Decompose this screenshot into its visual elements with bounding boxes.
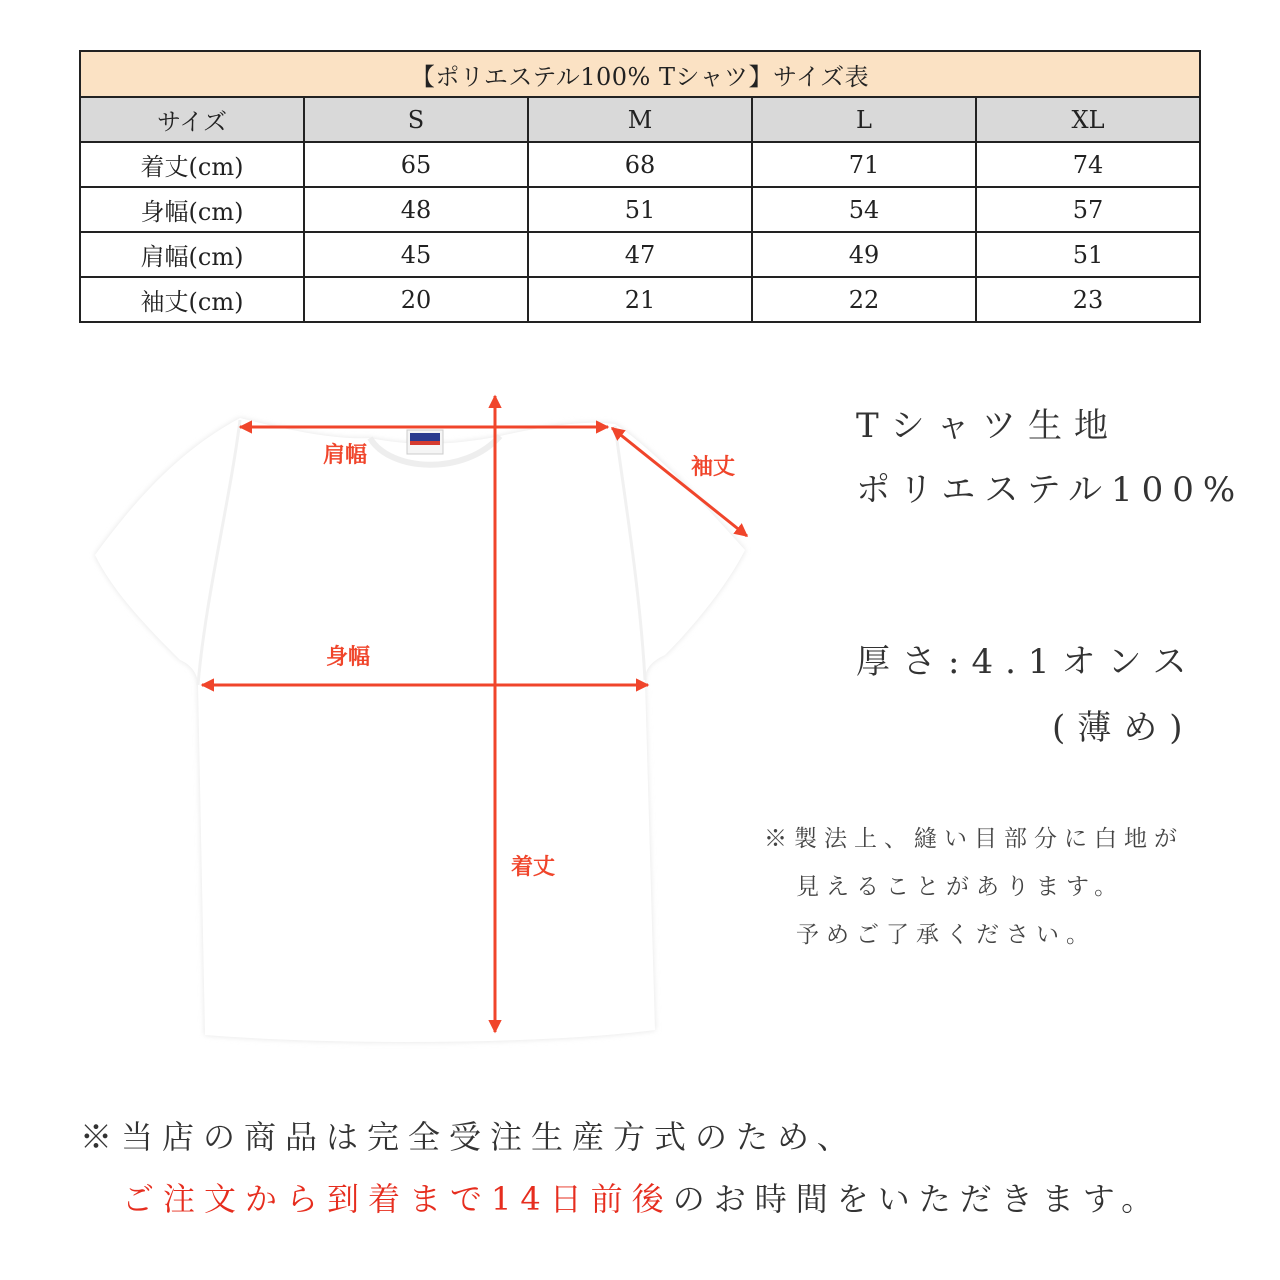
table-cell: 23	[976, 277, 1200, 322]
table-cell: 51	[528, 187, 752, 232]
header-cell-l: L	[752, 97, 976, 142]
table-row	[80, 232, 1200, 277]
table-cell: 54	[752, 187, 976, 232]
row-label: 袖丈(cm)	[80, 277, 304, 322]
size-table	[79, 50, 1201, 323]
note-line-2: 見えることがあります。	[796, 874, 1125, 900]
table-cell: 65	[304, 142, 528, 187]
table-cell: 22	[752, 277, 976, 322]
footer-line-2-rest: のお時間をいただきます。	[672, 1180, 1163, 1218]
shoulder-label: 肩幅	[323, 443, 368, 468]
table-row	[80, 142, 1200, 187]
table-cell: 71	[752, 142, 976, 187]
width-label: 身幅	[326, 645, 371, 670]
table-cell: 20	[304, 277, 528, 322]
row-label: 身幅(cm)	[80, 187, 304, 232]
table-cell: 45	[304, 232, 528, 277]
sleeve-label: 袖丈	[691, 455, 736, 480]
header-cell-s: S	[304, 97, 528, 142]
footer-line-1: ※当店の商品は完全受注生産方式のため、	[80, 1118, 858, 1156]
thickness-text: 厚さ:4.1オンス	[856, 642, 1199, 682]
table-cell: 68	[528, 142, 752, 187]
fabric-heading: Tシャツ生地	[856, 406, 1120, 446]
table-cell: 47	[528, 232, 752, 277]
tshirt-image	[80, 380, 770, 1060]
thickness-note: (薄め)	[1052, 708, 1195, 748]
header-cell-m: M	[528, 97, 752, 142]
tshirt-figure	[80, 380, 770, 1060]
fabric-material: ポリエステル100%	[856, 470, 1245, 510]
table-cell: 74	[976, 142, 1200, 187]
table-row	[80, 187, 1200, 232]
footer-line-2	[122, 1174, 1162, 1220]
row-label: 着丈(cm)	[80, 142, 304, 187]
header-cell-size: サイズ	[80, 97, 304, 142]
table-cell: 57	[976, 187, 1200, 232]
table-title: 【ポリエステル100% Tシャツ】サイズ表	[80, 51, 1200, 97]
length-label: 着丈	[511, 855, 556, 880]
neck-tag-icon	[407, 430, 443, 454]
note-line-1: ※製法上、縫い目部分に白地が	[764, 826, 1184, 852]
delivery-time-highlight: ご注文から到着まで14日前後	[122, 1180, 673, 1218]
row-label: 肩幅(cm)	[80, 232, 304, 277]
note-line-3: 予めご了承ください。	[796, 922, 1096, 948]
table-cell: 51	[976, 232, 1200, 277]
table-row	[80, 277, 1200, 322]
table-header-row	[80, 97, 1200, 142]
table-cell: 48	[304, 187, 528, 232]
header-cell-xl: XL	[976, 97, 1200, 142]
table-cell: 49	[752, 232, 976, 277]
table-cell: 21	[528, 277, 752, 322]
